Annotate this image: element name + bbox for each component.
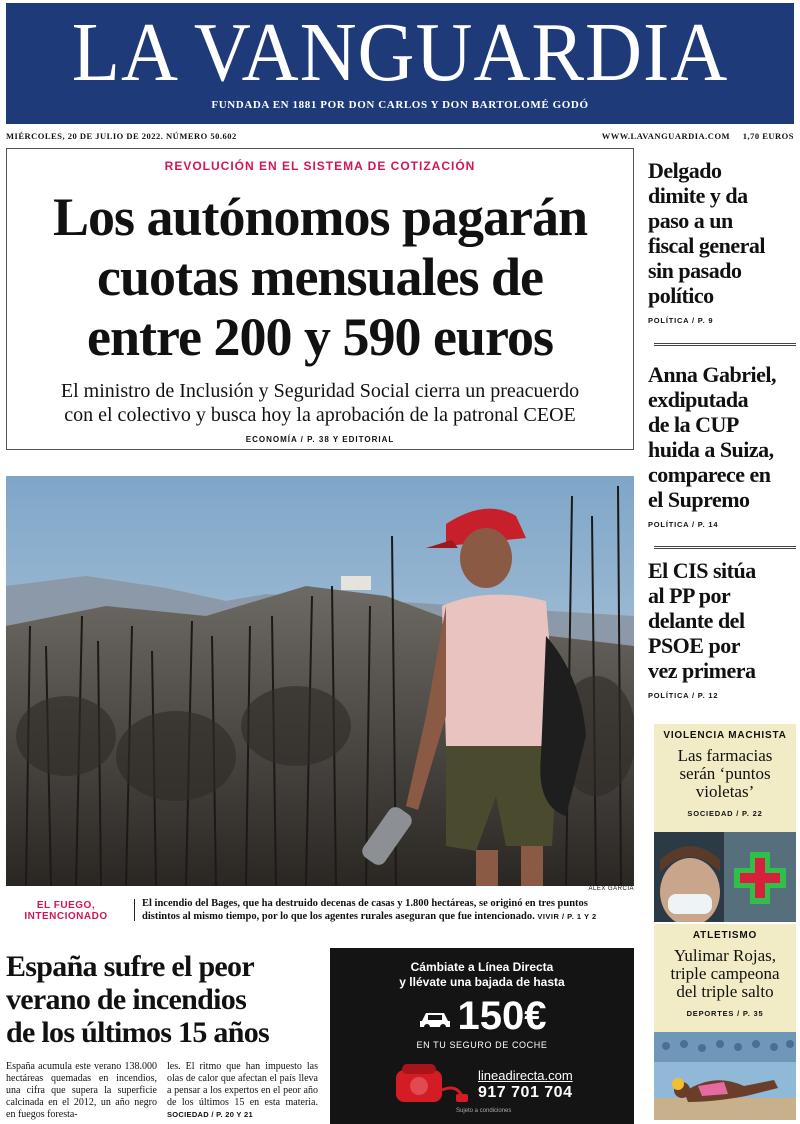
- promo-section-ref: DEPORTES / P. 35: [686, 1009, 764, 1018]
- headline-line: huida a Suiza,: [648, 437, 774, 462]
- ad-amount: [330, 994, 634, 1040]
- sidebar-story-delgado[interactable]: [648, 158, 796, 325]
- caption-line: distintos al mismo tiempo, por lo que los agentes rurales aseguran que fue intencionado.: [142, 911, 535, 922]
- headline-line: comparece en: [648, 462, 771, 487]
- fires-story[interactable]: [6, 950, 318, 1121]
- pharmacy-photo[interactable]: [654, 832, 796, 922]
- headline-line: exdiputada: [648, 387, 749, 412]
- headline-line: vez primera: [648, 658, 756, 683]
- promo-atletismo[interactable]: [654, 924, 796, 1032]
- photo-credit: ÀLEX GARCIA: [588, 886, 634, 892]
- promo-headline: [654, 747, 796, 801]
- headline-line: Las farmacias: [677, 746, 773, 765]
- headline-line: al PP por: [648, 583, 731, 608]
- sidebar-headline: [648, 158, 796, 308]
- ad-line-3: EN TU SEGURO DE COCHE: [416, 1040, 548, 1051]
- subheadline-line: El ministro de Inclusión y Seguridad Social cierra un preacuerdo: [60, 380, 580, 402]
- promo-section-ref: SOCIEDAD / P. 22: [687, 809, 763, 818]
- story-headline: [6, 950, 318, 1049]
- headline-line: político: [648, 283, 714, 308]
- ad-amount-value: 150€: [457, 994, 547, 1038]
- story-section-ref[interactable]: SOCIEDAD / P. 20 Y 21: [167, 1110, 253, 1119]
- headline-line: Los autónomos pagarán: [52, 187, 588, 247]
- website-link[interactable]: WWW.LAVANGUARDIA.COM: [601, 131, 731, 141]
- headline-line: entre 200 y 590 euros: [87, 307, 553, 367]
- founded-line: FUNDADA EN 1881 POR DON CARLOS Y DON BARTOLOMÉ GODÓ: [211, 99, 589, 111]
- story-body: [6, 1061, 318, 1121]
- kicker-line: INTENCIONADO: [24, 911, 108, 922]
- sidebar-section-ref: POLÍTICA / P. 14: [648, 520, 719, 529]
- headline-line: triple campeona: [670, 964, 780, 983]
- headline-line: cuotas mensuales de: [96, 247, 543, 307]
- headline-line: delante del: [648, 608, 745, 633]
- headline-line: del triple salto: [676, 982, 774, 1001]
- lead-kicker: REVOLUCIÓN EN EL SISTEMA DE COTIZACIÓN: [164, 159, 476, 173]
- ad-url[interactable]: lineadirecta.com: [478, 1068, 573, 1083]
- issue-date: MIÉRCOLES, 20 DE JULIO DE 2022. NÚMERO 50.602: [6, 131, 237, 141]
- headline-line: de los últimos 15 años: [6, 1016, 269, 1049]
- headline-line: sin pasado: [648, 258, 742, 283]
- caption-section-ref[interactable]: VIVIR / P. 1 Y 2: [537, 912, 597, 921]
- ad-phone[interactable]: 917 701 704: [478, 1084, 573, 1101]
- headline-line: El CIS sitúa: [648, 558, 756, 583]
- promo-category: VIOLENCIA MACHISTA: [663, 730, 787, 741]
- story-column-1: España acumula este verano 138.000 hectáreas quemadas en incendios, una cifra que supera la superficie calcinada en el 2012, un año negro en fuegos foresta-: [6, 1061, 157, 1120]
- headline-line: España sufre el peor: [6, 950, 254, 983]
- sidebar-story-cis[interactable]: [648, 558, 796, 700]
- ad-copy: [330, 960, 634, 990]
- insurance-ad[interactable]: [330, 948, 634, 1124]
- promo-violencia[interactable]: [654, 724, 796, 832]
- headline-line: de la CUP: [648, 412, 739, 437]
- lead-section-ref: ECONOMÍA / P. 38 Y EDITORIAL: [245, 435, 395, 444]
- caption-divider: [134, 899, 135, 921]
- athlete-photo[interactable]: [654, 1032, 796, 1120]
- promo-headline: [654, 947, 796, 1001]
- lead-story[interactable]: [6, 148, 634, 450]
- ad-conditions: Sujeto a condiciones: [456, 1108, 512, 1114]
- story-column-text: les. El ritmo que han impuesto las olas de calor que afectan el país lleva a pensar a los expertos en el peor año de los últimos 15 en esta materia.: [167, 1061, 318, 1108]
- caption-line: El incendio del Bages, que ha destruido decenas de casas y 1.800 hectáreas, se originó en tres puntos: [142, 898, 588, 909]
- ad-line-1: Cámbiate a Línea Directa: [410, 960, 554, 974]
- price: 1,70 EUROS: [742, 131, 794, 141]
- headline-line: fiscal general: [648, 233, 766, 258]
- masthead: [6, 3, 794, 124]
- headline-line: Yulimar Rojas,: [674, 946, 776, 965]
- dateline-right: [602, 131, 794, 141]
- story-column-2: [167, 1061, 318, 1121]
- newspaper-title[interactable]: LA VANGUARDIA: [71, 6, 729, 99]
- red-phone-icon: [392, 1060, 472, 1115]
- divider: [654, 343, 796, 346]
- subheadline-line: con el colectivo y busca hoy la aprobación de la patronal CEOE: [64, 404, 576, 426]
- car-icon: [418, 996, 452, 1040]
- burned-forest-photo: [6, 476, 634, 886]
- caption-kicker: [6, 900, 126, 922]
- lead-headline[interactable]: [7, 187, 633, 367]
- sidebar-section-ref: POLÍTICA / P. 9: [648, 316, 714, 325]
- headline-line: violetas’: [695, 782, 755, 801]
- headline-line: paso a un: [648, 208, 733, 233]
- sidebar-headline: [648, 362, 796, 512]
- kicker-line: EL FUEGO,: [36, 900, 96, 911]
- main-photo[interactable]: [6, 476, 634, 886]
- sidebar-headline: [648, 558, 796, 683]
- headline-line: dimite y da: [648, 183, 748, 208]
- headline-line: el Supremo: [648, 487, 750, 512]
- headline-line: PSOE por: [648, 633, 740, 658]
- lead-subheadline: [7, 379, 633, 427]
- divider: [654, 546, 796, 549]
- headline-line: Anna Gabriel,: [648, 362, 776, 387]
- photo-caption: [6, 897, 634, 927]
- ad-line-2: y llévate una bajada de hasta: [399, 975, 565, 989]
- headline-line: Delgado: [648, 158, 722, 183]
- sidebar-story-gabriel[interactable]: [648, 362, 796, 529]
- sidebar-section-ref: POLÍTICA / P. 12: [648, 691, 719, 700]
- promo-category: ATLETISMO: [692, 930, 758, 941]
- headline-line: verano de incendios: [6, 983, 247, 1016]
- headline-line: serán ‘puntos: [679, 764, 771, 783]
- caption-text: [142, 897, 634, 923]
- dateline: [6, 128, 794, 144]
